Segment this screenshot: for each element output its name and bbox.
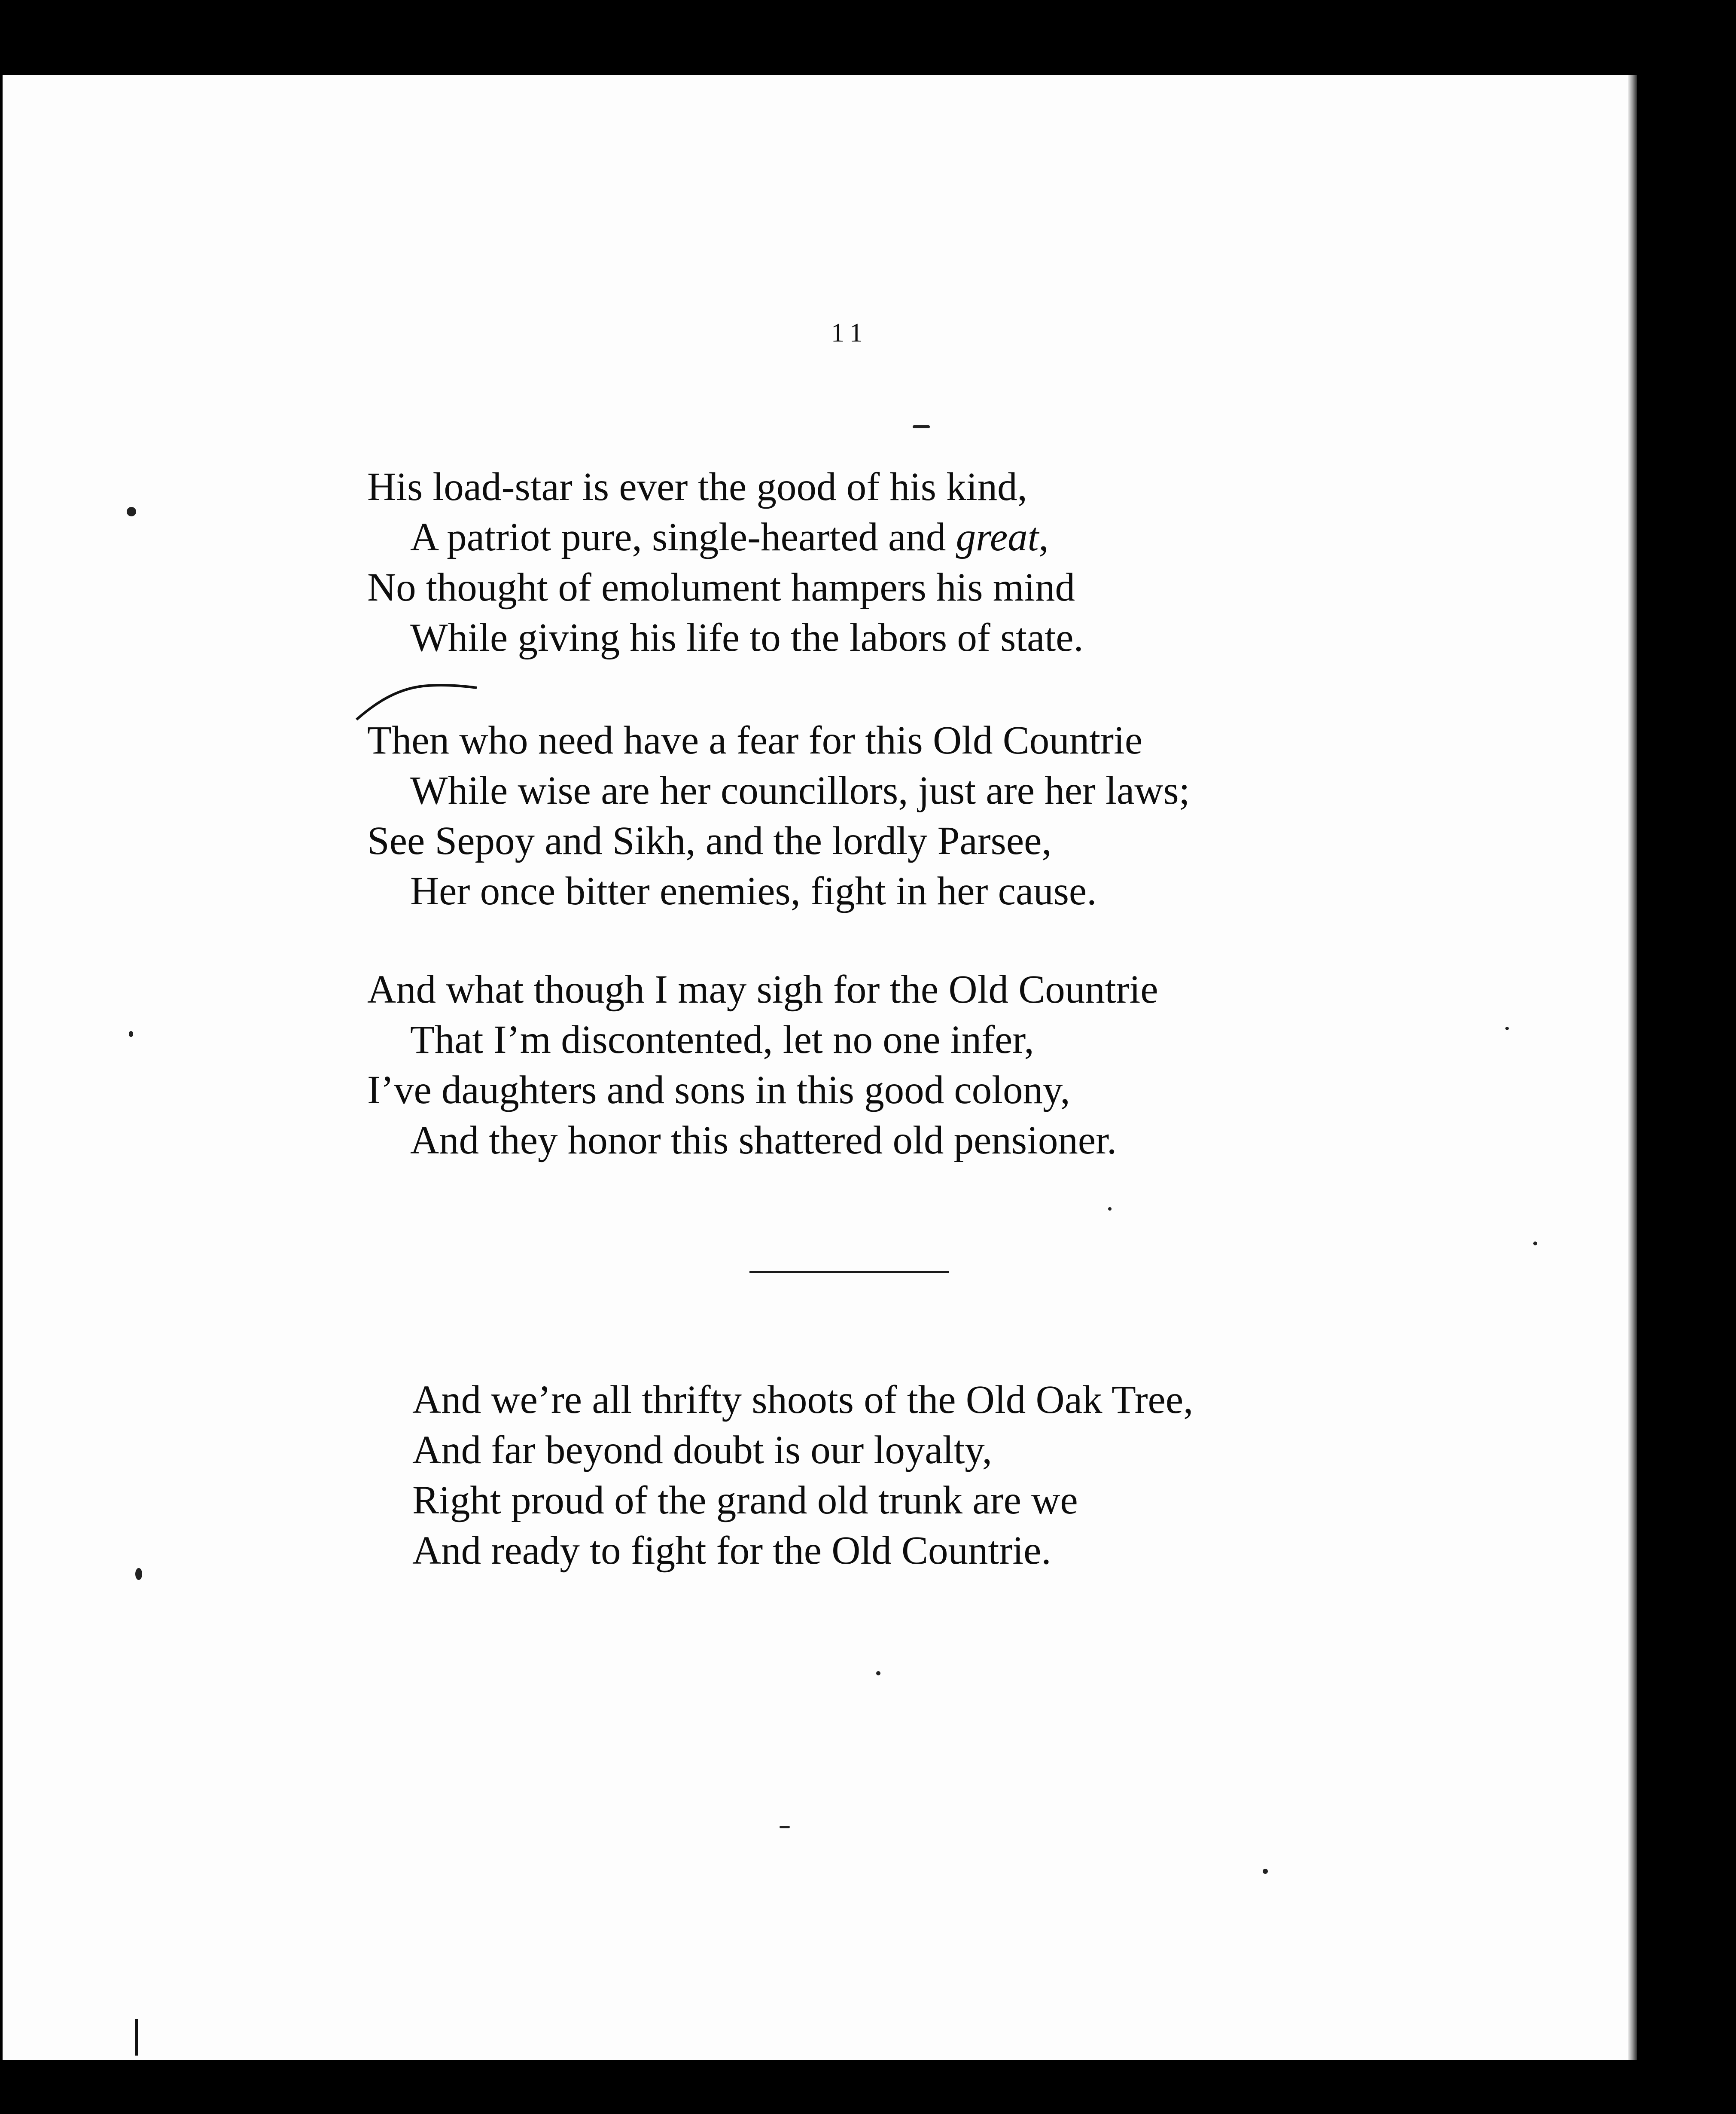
verse-line: That I’m discontented, let no one infer,: [410, 1018, 1034, 1062]
stanza-3: [367, 964, 1158, 1165]
verse-line: See Sepoy and Sikh, and the lordly Parsee,: [367, 819, 1052, 863]
verse-line: No thought of emolument hampers his mind: [367, 565, 1075, 610]
scan-mark: [135, 2019, 138, 2056]
verse-line: I’ve daughters and sons in this good colony,: [367, 1068, 1070, 1112]
verse-line: And we’re all thrifty shoots of the Old Oak Tree,: [412, 1378, 1194, 1422]
scan-speck: [780, 1826, 790, 1828]
verse-line: [367, 512, 1084, 562]
scan-speck: [1533, 1242, 1537, 1245]
stanza-2: [367, 715, 1190, 916]
verse-line-text: A patriot pure, single-hearted and: [410, 515, 956, 559]
verse-line: While giving his life to the labors of state.: [410, 616, 1084, 660]
verse-line: Right proud of the grand old trunk are we: [412, 1478, 1078, 1522]
scan-speck: [1505, 1027, 1509, 1030]
scan-speck: [127, 507, 136, 516]
scan-speck: [135, 1568, 142, 1580]
verse-line: And what though I may sigh for the Old Countrie: [367, 967, 1158, 1012]
stanza-1: [367, 462, 1084, 663]
verse-line: Then who need have a fear for this Old Countrie: [367, 718, 1143, 763]
scan-speck: [129, 1031, 133, 1037]
scan-speck: [913, 425, 930, 428]
scan-speck: [876, 1671, 880, 1675]
verse-line: His load-star is ever the good of his kind,: [367, 465, 1027, 509]
scan-speck: [1108, 1207, 1112, 1211]
verse-line: Her once bitter enemies, fight in her cause.: [410, 869, 1097, 913]
scan-edge: [1628, 75, 1637, 2060]
verse-line: And they honor this shattered old pensioner.: [410, 1118, 1117, 1162]
verse-line: And far beyond doubt is our loyalty,: [412, 1428, 992, 1472]
stanza-4: [412, 1375, 1193, 1576]
section-separator: [749, 1271, 949, 1273]
verse-line: While wise are her councillors, just are her laws;: [410, 769, 1190, 813]
page-number: 11: [831, 318, 869, 348]
verse-line: And ready to fight for the Old Countrie.: [412, 1528, 1051, 1573]
italic-word: great: [956, 515, 1039, 559]
verse-line-punctuation: ,: [1039, 515, 1049, 559]
scan-speck: [1263, 1869, 1268, 1874]
